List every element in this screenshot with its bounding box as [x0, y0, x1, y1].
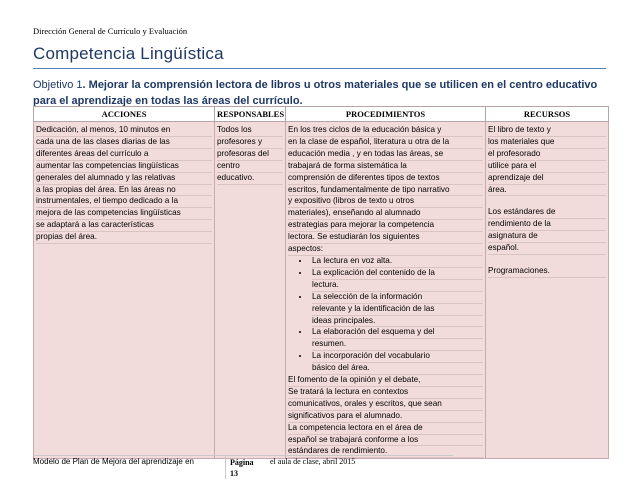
text-line: lectura. [312, 280, 483, 292]
text-line: el profesorado [488, 149, 606, 161]
cell-responsables [215, 122, 286, 459]
recursos-block-2 [488, 207, 606, 255]
table-header-row [34, 107, 609, 122]
footer-vertical-divider [225, 455, 226, 479]
text-line: • La incorporación del vocabulario [312, 351, 483, 363]
text-line: aumentar las competencias lingüísticas [36, 161, 212, 173]
footer-page-number: 13 [230, 469, 238, 478]
text-line: propias del área. [36, 232, 212, 244]
text-line: lectora. Se estudiarán los siguientes [288, 232, 483, 244]
text-line: significativos para el alumnado. [288, 411, 483, 423]
text-line: centro [217, 161, 283, 173]
text-line: estándares de rendimiento. [288, 446, 483, 458]
recursos-block-3 [488, 266, 606, 278]
procedimientos-intro [288, 125, 483, 256]
text-line: Programaciones. [488, 266, 606, 278]
text-line: aspectos: [288, 244, 483, 256]
text-line: básico del área. [312, 363, 483, 375]
text-line: utilice para el [488, 161, 606, 173]
header-procedimientos: PROCEDIMIENTOS [286, 107, 486, 122]
text-line: ideas principales. [312, 316, 483, 328]
header-responsables: RESPONSABLES [215, 107, 286, 122]
text-line: asignatura de [488, 231, 606, 243]
text-line: Se tratará la lectura en contextos [288, 387, 483, 399]
text-line: cada una de las clases diarias de las [36, 137, 212, 149]
header-recursos: RECURSOS [486, 107, 609, 122]
text-line: profesoras del [217, 149, 283, 161]
text-line: escritos, fundamentalmente de tipo narrativo [288, 185, 483, 197]
footer-divider [33, 455, 453, 456]
table-row [34, 122, 609, 459]
text-line: comunicativos, orales y escritos, que sean [288, 399, 483, 411]
text-line: estrategias para mejorar la competencia [288, 220, 483, 232]
text-line: • La selección de la información [312, 292, 483, 304]
objective-body: Mejorar la comprensión lectora de libros u otros materiales que se utilicen en el centro educativo para el aprendizaje en todas las áreas del currículo. [33, 79, 598, 107]
text-line: rendimiento de la [488, 219, 606, 231]
recursos-block-1 [488, 125, 606, 196]
acciones-text [36, 125, 212, 244]
list-item [310, 256, 483, 268]
text-line: Dedicación, al menos, 10 minutos en [36, 125, 212, 137]
page-title: Competencia Lingüística [33, 44, 224, 63]
text-line: En los tres ciclos de la educación básica y [288, 125, 483, 137]
objective-label: Objetivo 1 [33, 79, 83, 91]
cell-procedimientos [286, 122, 486, 459]
text-line: trabajará de forma sistemática la [288, 161, 483, 173]
text-line: y expositivo (libros de texto u otros [288, 196, 483, 208]
text-line: educación media , y en todas las áreas, se [288, 149, 483, 161]
text-line: El fomento de la opinión y el debate, [288, 375, 483, 387]
list-item [310, 351, 483, 375]
cell-recursos [486, 122, 609, 459]
text-line: área. [488, 185, 606, 197]
text-line: • La explicación del contenido de la [312, 268, 483, 280]
text-line: aprendizaje del [488, 173, 606, 185]
text-line: comprensión de diferentes tipos de textos [288, 173, 483, 185]
text-line: La competencia lectora en el área de [288, 423, 483, 435]
text-line: español. [488, 243, 606, 255]
text-line: educativo. [217, 173, 283, 185]
footer-page-label: Página [230, 458, 254, 467]
text-line: • La elaboración del esquema y del [312, 327, 483, 339]
list-item [310, 292, 483, 328]
text-line: generales del alumnado y las relativas [36, 173, 212, 185]
list-item [310, 268, 483, 292]
text-line: relevante y la identificación de las [312, 304, 483, 316]
text-line: Todos los [217, 125, 283, 137]
list-item [310, 327, 483, 351]
text-line: se adaptará a las características [36, 220, 212, 232]
text-line: Los estándares de [488, 207, 606, 219]
text-line: instrumentales, el tiempo dedicado a la [36, 196, 212, 208]
text-line: El libro de texto y [488, 125, 606, 137]
text-line: profesores y [217, 137, 283, 149]
objective-separator: . [82, 79, 86, 91]
responsables-text [217, 125, 283, 185]
title-divider [33, 68, 606, 69]
text-line: los materiales que [488, 137, 606, 149]
text-line: resumen. [312, 339, 483, 351]
text-line: diferentes áreas del currículo a [36, 149, 212, 161]
header-org: Dirección General de Currículo y Evaluación [33, 26, 188, 36]
text-line: español se trabajará conforme a los [288, 435, 483, 447]
text-line: mejora de las competencias lingüísticas [36, 208, 212, 220]
text-line: • La lectura en voz alta. [312, 256, 483, 268]
footer-page [230, 457, 260, 479]
cell-acciones [34, 122, 215, 459]
text-line: a las propias del área. En las áreas no [36, 185, 212, 197]
text-line: en la clase de español, literatura u otra de la [288, 137, 483, 149]
header-acciones: ACCIONES [34, 107, 215, 122]
plan-table [33, 106, 609, 459]
procedimientos-list [288, 256, 483, 375]
footer-left: Modelo de Plan de Mejora del aprendizaje en [33, 457, 194, 466]
footer-right: el aula de clase, abril 2015 [270, 457, 356, 466]
objective-text [33, 77, 603, 109]
procedimientos-outro [288, 375, 483, 458]
text-line: materiales), enseñando al alumnado [288, 208, 483, 220]
